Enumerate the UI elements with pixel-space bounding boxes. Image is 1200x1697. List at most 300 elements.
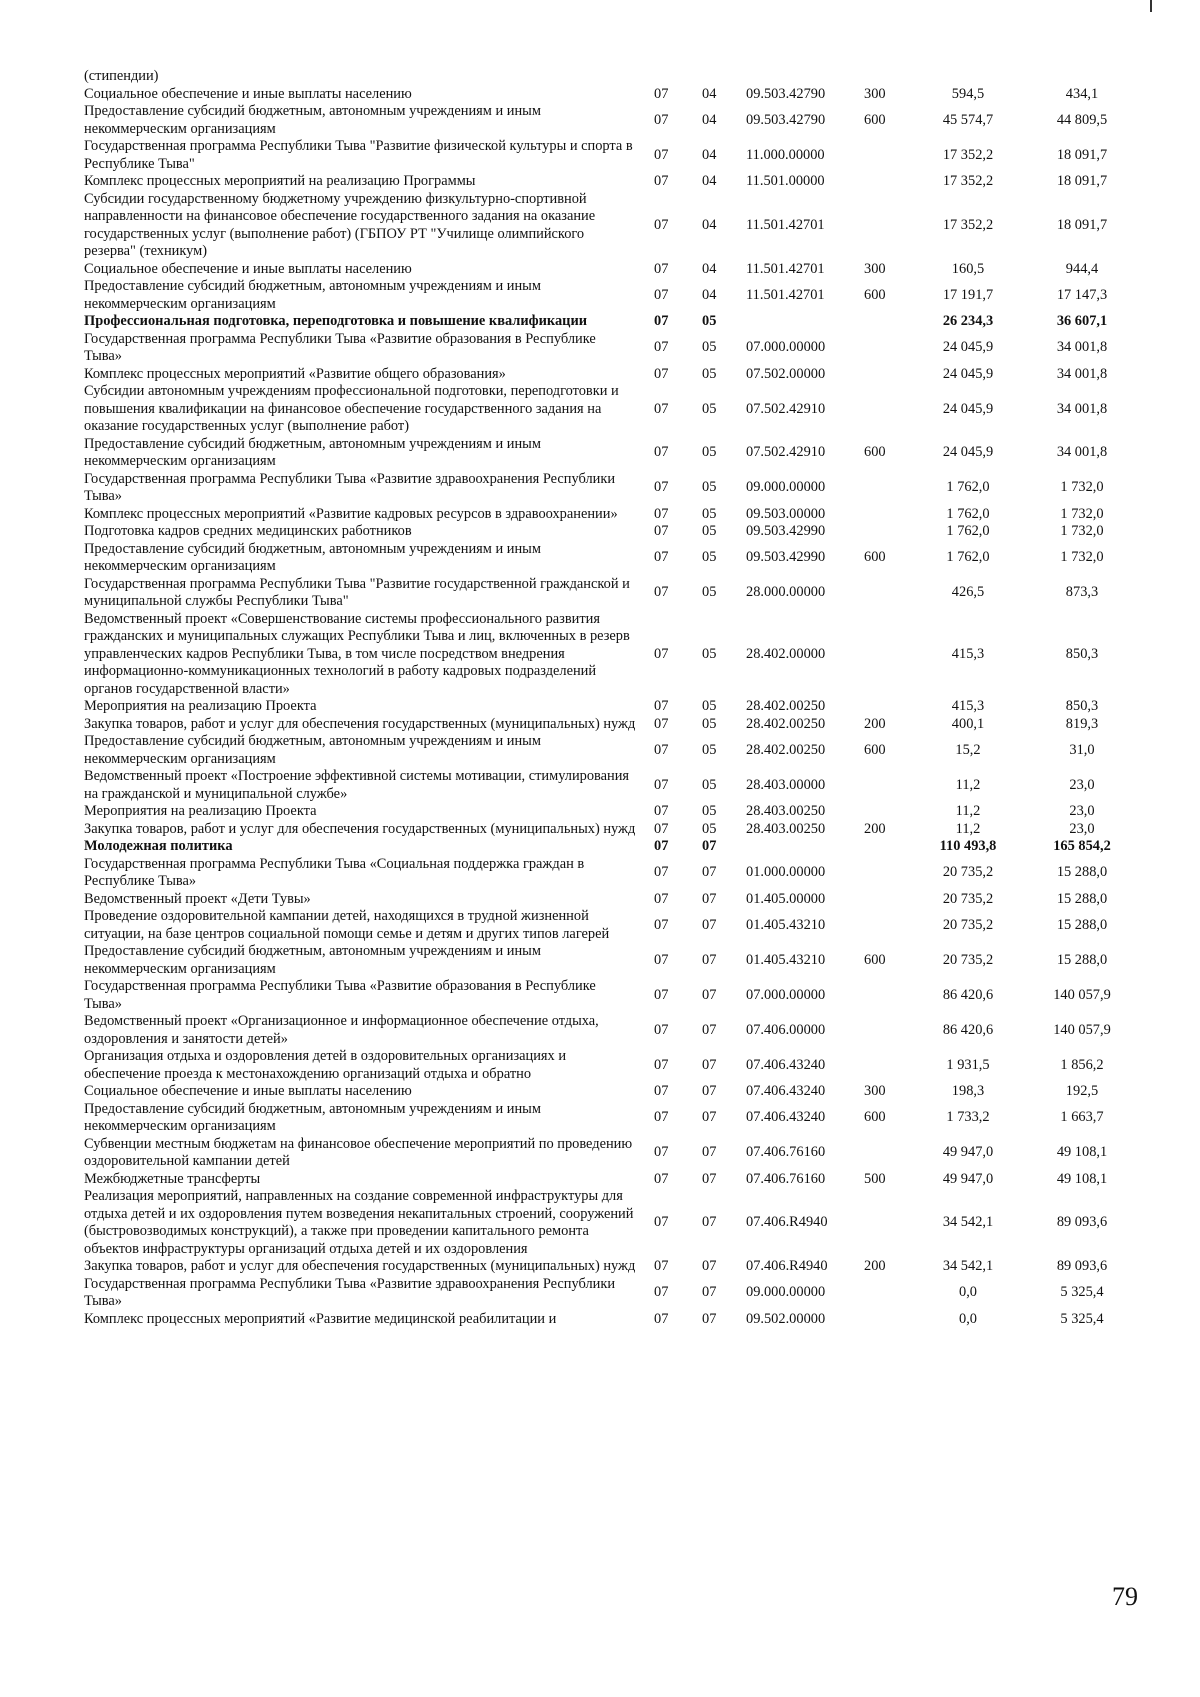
subsection-code: 04: [702, 216, 717, 233]
target-article-code: 07.406.00000: [746, 1021, 826, 1038]
target-article-code: 07.000.00000: [746, 986, 826, 1003]
amount-year-2: 49 108,1: [1056, 1144, 1108, 1161]
row-name: Мероприятия на реализацию Проекта: [84, 803, 317, 819]
amount-year-2: 5 325,4: [1060, 1284, 1104, 1301]
section-code: 07: [654, 444, 669, 461]
row-name: Комплекс процессных мероприятий «Развитие кадровых ресурсов в здравоохранении»: [84, 505, 618, 522]
section-code: 07: [654, 820, 669, 837]
amount-year-2: 23,0: [1069, 820, 1095, 837]
section-code: 07: [654, 890, 669, 907]
table-row: [84, 1171, 1144, 1189]
amount-year-2: 34 001,8: [1056, 365, 1108, 382]
target-article-code: 09.502.00000: [746, 1310, 826, 1327]
section-code: 07: [654, 339, 669, 356]
amount-year-2: 1 663,7: [1060, 1109, 1104, 1126]
expense-type-code: [860, 611, 916, 699]
table-row: [84, 576, 1144, 611]
expense-type-code: [860, 856, 916, 891]
table-row: [84, 313, 1144, 331]
table-row: [84, 541, 1144, 576]
subsection-code: 04: [702, 146, 717, 163]
amount-year-2: 819,3: [1065, 715, 1099, 732]
table-row: [84, 698, 1144, 716]
row-name: Социальное обеспечение и иные выплаты населению: [84, 260, 412, 277]
table-row: [84, 768, 1144, 803]
section-code: 07: [654, 1083, 669, 1099]
row-name: Субсидии автономным учреждениям профессиональной подготовки, переподготовки и повышения квалификации на финансовое обеспечение государственного задания на оказание государственных услуг (выполнение работ): [84, 383, 619, 434]
row-name: Молодежная политика: [84, 838, 233, 854]
amount-year-1: 15,2: [955, 741, 981, 758]
amount-year-2: 192,5: [1065, 1083, 1099, 1099]
section-code: 07: [654, 1021, 669, 1038]
target-article-code: 07.406.43240: [746, 1083, 826, 1099]
amount-year-1: 160,5: [951, 260, 985, 277]
expense-type-code: [860, 978, 916, 1013]
row-name: Предоставление субсидий бюджетным, автономным учреждениям и иным некоммерческим организациям: [84, 103, 541, 137]
amount-year-1: 24 045,9: [942, 365, 994, 382]
expense-type-code: 600: [864, 549, 886, 566]
expense-type-code: [860, 698, 916, 716]
amount-year-2: [1020, 68, 1144, 86]
expense-type-code: 600: [864, 1109, 886, 1126]
expense-type-code: 200: [864, 715, 886, 732]
section-code: 07: [654, 85, 669, 102]
expense-type-code: 600: [864, 444, 886, 461]
row-name: Комплекс процессных мероприятий «Развитие медицинской реабилитации и: [84, 1310, 557, 1327]
subsection-code: 07: [702, 1214, 717, 1231]
section-code: 07: [654, 838, 669, 854]
expense-type-code: [860, 576, 916, 611]
table-row: [84, 68, 1144, 86]
amount-year-1: 17 191,7: [942, 286, 994, 303]
subsection-code: 05: [702, 365, 717, 382]
target-article-code: 11.000.00000: [746, 146, 825, 163]
subsection-code: 05: [702, 505, 717, 522]
target-article-code: 28.402.00250: [746, 698, 826, 714]
amount-year-1: 49 947,0: [942, 1144, 994, 1161]
table-row: [84, 733, 1144, 768]
target-article-code: 11.501.42701: [746, 216, 825, 233]
subsection-code: 05: [702, 523, 717, 539]
target-article-code: 28.402.00250: [746, 741, 826, 758]
page-number: 79: [1112, 1582, 1138, 1611]
table-row: [84, 716, 1144, 734]
expense-type-code: 200: [864, 1258, 886, 1274]
amount-year-2: 17 147,3: [1056, 286, 1108, 303]
subsection-code: 07: [702, 1258, 717, 1274]
expense-type-code: [860, 1276, 916, 1311]
subsection-code: 04: [702, 111, 717, 128]
row-name: (стипендии): [84, 68, 159, 84]
amount-year-2: 434,1: [1065, 85, 1099, 102]
target-article-code: 11.501.42701: [746, 286, 825, 303]
expense-type-code: 600: [864, 741, 886, 758]
table-row: [84, 943, 1144, 978]
table-body: [84, 68, 1144, 1328]
amount-year-1: 415,3: [951, 698, 985, 714]
row-name: Ведомственный проект «Построение эффективной системы мотивации, стимулирования на гражданской и муниципальной службе»: [84, 768, 630, 802]
table-row: [84, 173, 1144, 191]
target-article-code: 11.501.00000: [746, 173, 825, 189]
row-name: Субсидии государственному бюджетному учреждению физкультурно-спортивной направленности на финансовое обеспечение государственного задания на оказание государственных услуг (выполнение работ) (ГБПОУ РТ "Училище олимпийского резерва" (техникум): [84, 190, 596, 259]
subsection-code: 05: [702, 444, 717, 461]
amount-year-1: 26 234,3: [942, 313, 994, 329]
row-name: Предоставление субсидий бюджетным, автономным учреждениям и иным некоммерческим организациям: [84, 943, 541, 977]
table-row: [84, 436, 1144, 471]
table-row: [84, 891, 1144, 909]
amount-year-2: 165 854,2: [1053, 838, 1111, 854]
section-code: 07: [654, 1056, 669, 1073]
amount-year-2: 850,3: [1065, 698, 1099, 714]
row-name: Ведомственный проект «Дети Тувы»: [84, 890, 311, 907]
amount-year-1: 0,0: [959, 1284, 977, 1301]
subsection-code: 07: [702, 1310, 717, 1327]
section-code: 07: [654, 715, 669, 732]
expense-type-code: [860, 1013, 916, 1048]
amount-year-1: 45 574,7: [942, 111, 994, 128]
section-code: 07: [654, 1144, 669, 1161]
amount-year-1: 1 762,0: [946, 505, 990, 522]
amount-year-1: 24 045,9: [942, 339, 994, 356]
target-article-code: 09.000.00000: [746, 1284, 826, 1301]
target-article-code: 07.000.00000: [746, 339, 826, 356]
row-name: Государственная программа Республики Тыва «Развитие здравоохранения Республики Тыва»: [84, 470, 616, 504]
table-row: [84, 1188, 1144, 1258]
amount-year-2: 18 091,7: [1056, 173, 1108, 189]
table-row: [84, 103, 1144, 138]
amount-year-1: 1 762,0: [946, 523, 990, 539]
expense-type-code: [860, 1311, 916, 1329]
target-article-code: 07.406.43240: [746, 1056, 826, 1073]
expense-type-code: [860, 471, 916, 506]
amount-year-1: 34 542,1: [942, 1258, 994, 1274]
target-article-code: [740, 313, 860, 331]
table-row: [84, 278, 1144, 313]
amount-year-1: 20 735,2: [942, 864, 994, 881]
section-code: 07: [654, 1310, 669, 1327]
table-row: [84, 1013, 1144, 1048]
expense-type-code: [860, 1136, 916, 1171]
amount-year-1: 594,5: [951, 85, 985, 102]
subsection-code: 05: [702, 645, 717, 662]
amount-year-1: 11,2: [955, 820, 981, 837]
target-article-code: 09.503.00000: [746, 505, 826, 522]
amount-year-2: 89 093,6: [1056, 1258, 1108, 1274]
row-name: Организация отдыха и оздоровления детей в оздоровительных организациях и обеспечение проезда к местонахождению организаций отдыха и обратно: [84, 1048, 567, 1082]
table-row: [84, 261, 1144, 279]
subsection-code: 07: [702, 1284, 717, 1301]
target-article-code: 01.405.00000: [746, 890, 826, 907]
amount-year-2: 49 108,1: [1056, 1170, 1108, 1187]
expense-type-code: [860, 768, 916, 803]
expense-type-code: [860, 313, 916, 331]
amount-year-1: 20 735,2: [942, 951, 994, 968]
row-name: Социальное обеспечение и иные выплаты населению: [84, 1083, 412, 1099]
section-code: 07: [654, 400, 669, 417]
amount-year-2: 23,0: [1069, 803, 1095, 819]
expense-type-code: [860, 523, 916, 541]
table-row: [84, 611, 1144, 699]
subsection-code: 05: [702, 698, 717, 714]
amount-year-2: 5 325,4: [1060, 1310, 1104, 1327]
table-row: [84, 331, 1144, 366]
amount-year-2: 944,4: [1065, 260, 1099, 277]
amount-year-1: 110 493,8: [939, 838, 997, 854]
amount-year-1: 20 735,2: [942, 916, 994, 933]
amount-year-1: 34 542,1: [942, 1214, 994, 1231]
row-name: Ведомственный проект «Совершенствование системы профессионального развития гражданских и муниципальных служащих Республики Тыва и лиц, включенных в резерв управленческих кадров Республики Тыва, в том числе посредством внедрения информационно-коммуникационных технологий в работу кадровых подразделений органов государственной власти»: [84, 610, 630, 697]
amount-year-1: 17 352,2: [942, 146, 994, 163]
target-article-code: [740, 68, 860, 86]
section-code: 07: [654, 479, 669, 496]
amount-year-2: 1 732,0: [1060, 523, 1104, 539]
amount-year-1: 17 352,2: [942, 216, 994, 233]
row-name: Социальное обеспечение и иные выплаты населению: [84, 85, 412, 102]
subsection-code: 05: [702, 820, 717, 837]
expense-type-code: [860, 366, 916, 384]
amount-year-1: 86 420,6: [942, 986, 994, 1003]
table-row: [84, 366, 1144, 384]
target-article-code: 28.402.00250: [746, 715, 826, 732]
expense-type-code: [860, 191, 916, 261]
section-code: 07: [654, 111, 669, 128]
row-name: Проведение оздоровительной кампании детей, находящихся в трудной жизненной ситуации, на базе центров социальной помощи семье и детям и других типов лагерей: [84, 908, 610, 942]
section-code: 07: [654, 864, 669, 881]
target-article-code: 01.405.43210: [746, 951, 826, 968]
amount-year-1: 24 045,9: [942, 400, 994, 417]
section-code: 07: [654, 216, 669, 233]
subsection-code: 05: [702, 339, 717, 356]
section-code: 07: [654, 523, 669, 539]
amount-year-2: 873,3: [1065, 584, 1099, 601]
target-article-code: 07.406.76160: [746, 1144, 826, 1161]
row-name: Предоставление субсидий бюджетным, автономным учреждениям и иным некоммерческим организациям: [84, 1100, 541, 1134]
row-name: Государственная программа Республики Тыва «Развитие здравоохранения Республики Тыва»: [84, 1275, 616, 1309]
amount-year-1: 400,1: [951, 715, 985, 732]
row-name: Мероприятия на реализацию Проекта: [84, 698, 317, 714]
amount-year-1: 198,3: [951, 1083, 985, 1099]
table-row: [84, 1276, 1144, 1311]
row-name: Закупка товаров, работ и услуг для обеспечения государственных (муниципальных) нужд: [84, 715, 636, 732]
target-article-code: 07.406.76160: [746, 1170, 826, 1187]
section-code: 07: [654, 1170, 669, 1187]
subsection-code: 05: [702, 715, 717, 732]
section-code: 07: [654, 1258, 669, 1274]
subsection-code: [692, 68, 740, 86]
amount-year-2: 1 732,0: [1060, 505, 1104, 522]
subsection-code: 07: [702, 951, 717, 968]
row-name: Государственная программа Республики Тыва "Развитие государственной гражданской и муниципальной службы Республики Тыва": [84, 575, 630, 609]
row-name: Предоставление субсидий бюджетным, автономным учреждениям и иным некоммерческим организациям: [84, 733, 541, 767]
amount-year-1: 1 762,0: [946, 479, 990, 496]
amount-year-1: 11,2: [955, 803, 981, 819]
expense-type-code: [860, 803, 916, 821]
amount-year-2: 34 001,8: [1056, 339, 1108, 356]
table-row: [84, 908, 1144, 943]
amount-year-2: 15 288,0: [1056, 864, 1108, 881]
section-code: 07: [654, 286, 669, 303]
expense-type-code: 300: [864, 85, 886, 102]
row-name: Профессиональная подготовка, переподготовка и повышение квалификации: [84, 313, 588, 329]
subsection-code: 05: [702, 776, 717, 793]
expense-type-code: [860, 1048, 916, 1083]
subsection-code: 05: [702, 479, 717, 496]
target-article-code: 28.403.00250: [746, 820, 826, 837]
row-name: Государственная программа Республики Тыва «Социальная поддержка граждан в Республике Тыва»: [84, 855, 585, 889]
section-code: 07: [654, 505, 669, 522]
subsection-code: 05: [702, 584, 717, 601]
target-article-code: 07.406.R4940: [746, 1258, 828, 1274]
subsection-code: 05: [702, 803, 717, 819]
section-code: 07: [654, 1284, 669, 1301]
expense-type-code: 200: [864, 820, 886, 837]
section-code: 07: [654, 146, 669, 163]
amount-year-2: 89 093,6: [1056, 1214, 1108, 1231]
target-article-code: 28.402.00000: [746, 645, 826, 662]
row-name: Субвенции местным бюджетам на финансовое обеспечение мероприятий по проведению оздоровительной кампании детей: [84, 1135, 633, 1169]
target-article-code: 01.405.43210: [746, 916, 826, 933]
row-name: Предоставление субсидий бюджетным, автономным учреждениям и иным некоммерческим организациям: [84, 278, 541, 312]
expense-type-code: [860, 838, 916, 856]
table-row: [84, 138, 1144, 173]
amount-year-1: 86 420,6: [942, 1021, 994, 1038]
subsection-code: 05: [702, 549, 717, 566]
target-article-code: 01.000.00000: [746, 864, 826, 881]
expense-type-code: 300: [864, 260, 886, 277]
table-row: [84, 1311, 1144, 1329]
amount-year-2: 1 732,0: [1060, 549, 1104, 566]
row-name: Закупка товаров, работ и услуг для обеспечения государственных (муниципальных) нужд: [84, 820, 636, 837]
section-code: 07: [654, 951, 669, 968]
target-article-code: 07.406.R4940: [746, 1214, 828, 1231]
table-row: [84, 1136, 1144, 1171]
section-code: 07: [654, 776, 669, 793]
section-code: 07: [654, 584, 669, 601]
target-article-code: 09.503.42790: [746, 111, 826, 128]
expense-type-code: 600: [864, 951, 886, 968]
expense-type-code: 600: [864, 111, 886, 128]
amount-year-1: [916, 68, 1020, 86]
target-article-code: 11.501.42701: [746, 260, 825, 277]
target-article-code: 07.406.43240: [746, 1109, 826, 1126]
table-row: [84, 978, 1144, 1013]
subsection-code: 07: [702, 1109, 717, 1126]
expense-type-code: 300: [864, 1083, 886, 1099]
section-code: 07: [654, 698, 669, 714]
section-code: 07: [654, 260, 669, 277]
amount-year-2: 23,0: [1069, 776, 1095, 793]
subsection-code: 05: [702, 313, 717, 329]
subsection-code: 07: [702, 1170, 717, 1187]
table-row: [84, 1048, 1144, 1083]
row-name: Предоставление субсидий бюджетным, автономным учреждениям и иным некоммерческим организациям: [84, 435, 541, 469]
subsection-code: 07: [702, 1056, 717, 1073]
subsection-code: 04: [702, 173, 717, 189]
budget-table: [84, 68, 1144, 1328]
amount-year-2: 140 057,9: [1053, 986, 1111, 1003]
expense-type-code: [860, 173, 916, 191]
section-code: [644, 68, 692, 86]
amount-year-1: 415,3: [951, 645, 985, 662]
expense-type-code: 600: [864, 286, 886, 303]
amount-year-1: 24 045,9: [942, 444, 994, 461]
section-code: 07: [654, 741, 669, 758]
section-code: 07: [654, 549, 669, 566]
target-article-code: 07.502.00000: [746, 365, 826, 382]
table-row: [84, 86, 1144, 104]
subsection-code: 07: [702, 916, 717, 933]
expense-type-code: [860, 908, 916, 943]
section-code: 07: [654, 986, 669, 1003]
table-row: [84, 523, 1144, 541]
row-name: Закупка товаров, работ и услуг для обеспечения государственных (муниципальных) нужд: [84, 1258, 636, 1274]
row-name: Комплекс процессных мероприятий на реализацию Программы: [84, 173, 476, 189]
amount-year-2: 15 288,0: [1056, 916, 1108, 933]
target-article-code: 07.502.42910: [746, 444, 826, 461]
amount-year-2: 15 288,0: [1056, 951, 1108, 968]
amount-year-2: 44 809,5: [1056, 111, 1108, 128]
section-code: 07: [654, 803, 669, 819]
target-article-code: 09.503.42990: [746, 523, 826, 539]
section-code: 07: [654, 1109, 669, 1126]
table-row: [84, 383, 1144, 436]
target-article-code: [740, 838, 860, 856]
expense-type-code: [860, 1188, 916, 1258]
table-row: [84, 191, 1144, 261]
subsection-code: 07: [702, 890, 717, 907]
scan-mark: [1150, 0, 1152, 12]
row-name: Межбюджетные трансферты: [84, 1170, 261, 1187]
amount-year-1: 0,0: [959, 1310, 977, 1327]
target-article-code: 09.503.42990: [746, 549, 826, 566]
section-code: 07: [654, 916, 669, 933]
subsection-code: 07: [702, 986, 717, 1003]
subsection-code: 07: [702, 1021, 717, 1038]
amount-year-2: 140 057,9: [1053, 1021, 1111, 1038]
target-article-code: 07.502.42910: [746, 400, 826, 417]
expense-type-code: [860, 891, 916, 909]
expense-type-code: [860, 68, 916, 86]
section-code: 07: [654, 365, 669, 382]
row-name: Реализация мероприятий, направленных на создание современной инфраструктуры для отдыха детей и их оздоровления путем возведения некапитальных строений, сооружений (быстровозводимых конструкций), а также при проведении капитального ремонта объектов инфраструктуры организаций отдыха детей и их оздоровления: [84, 1188, 634, 1257]
subsection-code: 05: [702, 741, 717, 758]
amount-year-1: 20 735,2: [942, 890, 994, 907]
target-article-code: 09.000.00000: [746, 479, 826, 496]
row-name: Комплекс процессных мероприятий «Развитие общего образования»: [84, 365, 506, 382]
section-code: 07: [654, 313, 669, 329]
amount-year-1: 17 352,2: [942, 173, 994, 189]
subsection-code: 07: [702, 1144, 717, 1161]
subsection-code: 04: [702, 85, 717, 102]
subsection-code: 07: [702, 864, 717, 881]
amount-year-1: 11,2: [955, 776, 981, 793]
amount-year-2: 1 732,0: [1060, 479, 1104, 496]
expense-type-code: [860, 331, 916, 366]
section-code: 07: [654, 1214, 669, 1231]
target-article-code: 28.403.00250: [746, 803, 826, 819]
row-name: Подготовка кадров средних медицинских работников: [84, 523, 412, 539]
amount-year-1: 426,5: [951, 584, 985, 601]
amount-year-2: 34 001,8: [1056, 400, 1108, 417]
amount-year-2: 34 001,8: [1056, 444, 1108, 461]
amount-year-2: 18 091,7: [1056, 216, 1108, 233]
row-name: Государственная программа Республики Тыва «Развитие образования в Республике Тыва»: [84, 330, 596, 364]
table-row: [84, 471, 1144, 506]
table-row: [84, 856, 1144, 891]
amount-year-1: 1 762,0: [946, 549, 990, 566]
table-row: [84, 838, 1144, 856]
subsection-code: 07: [702, 1083, 717, 1099]
